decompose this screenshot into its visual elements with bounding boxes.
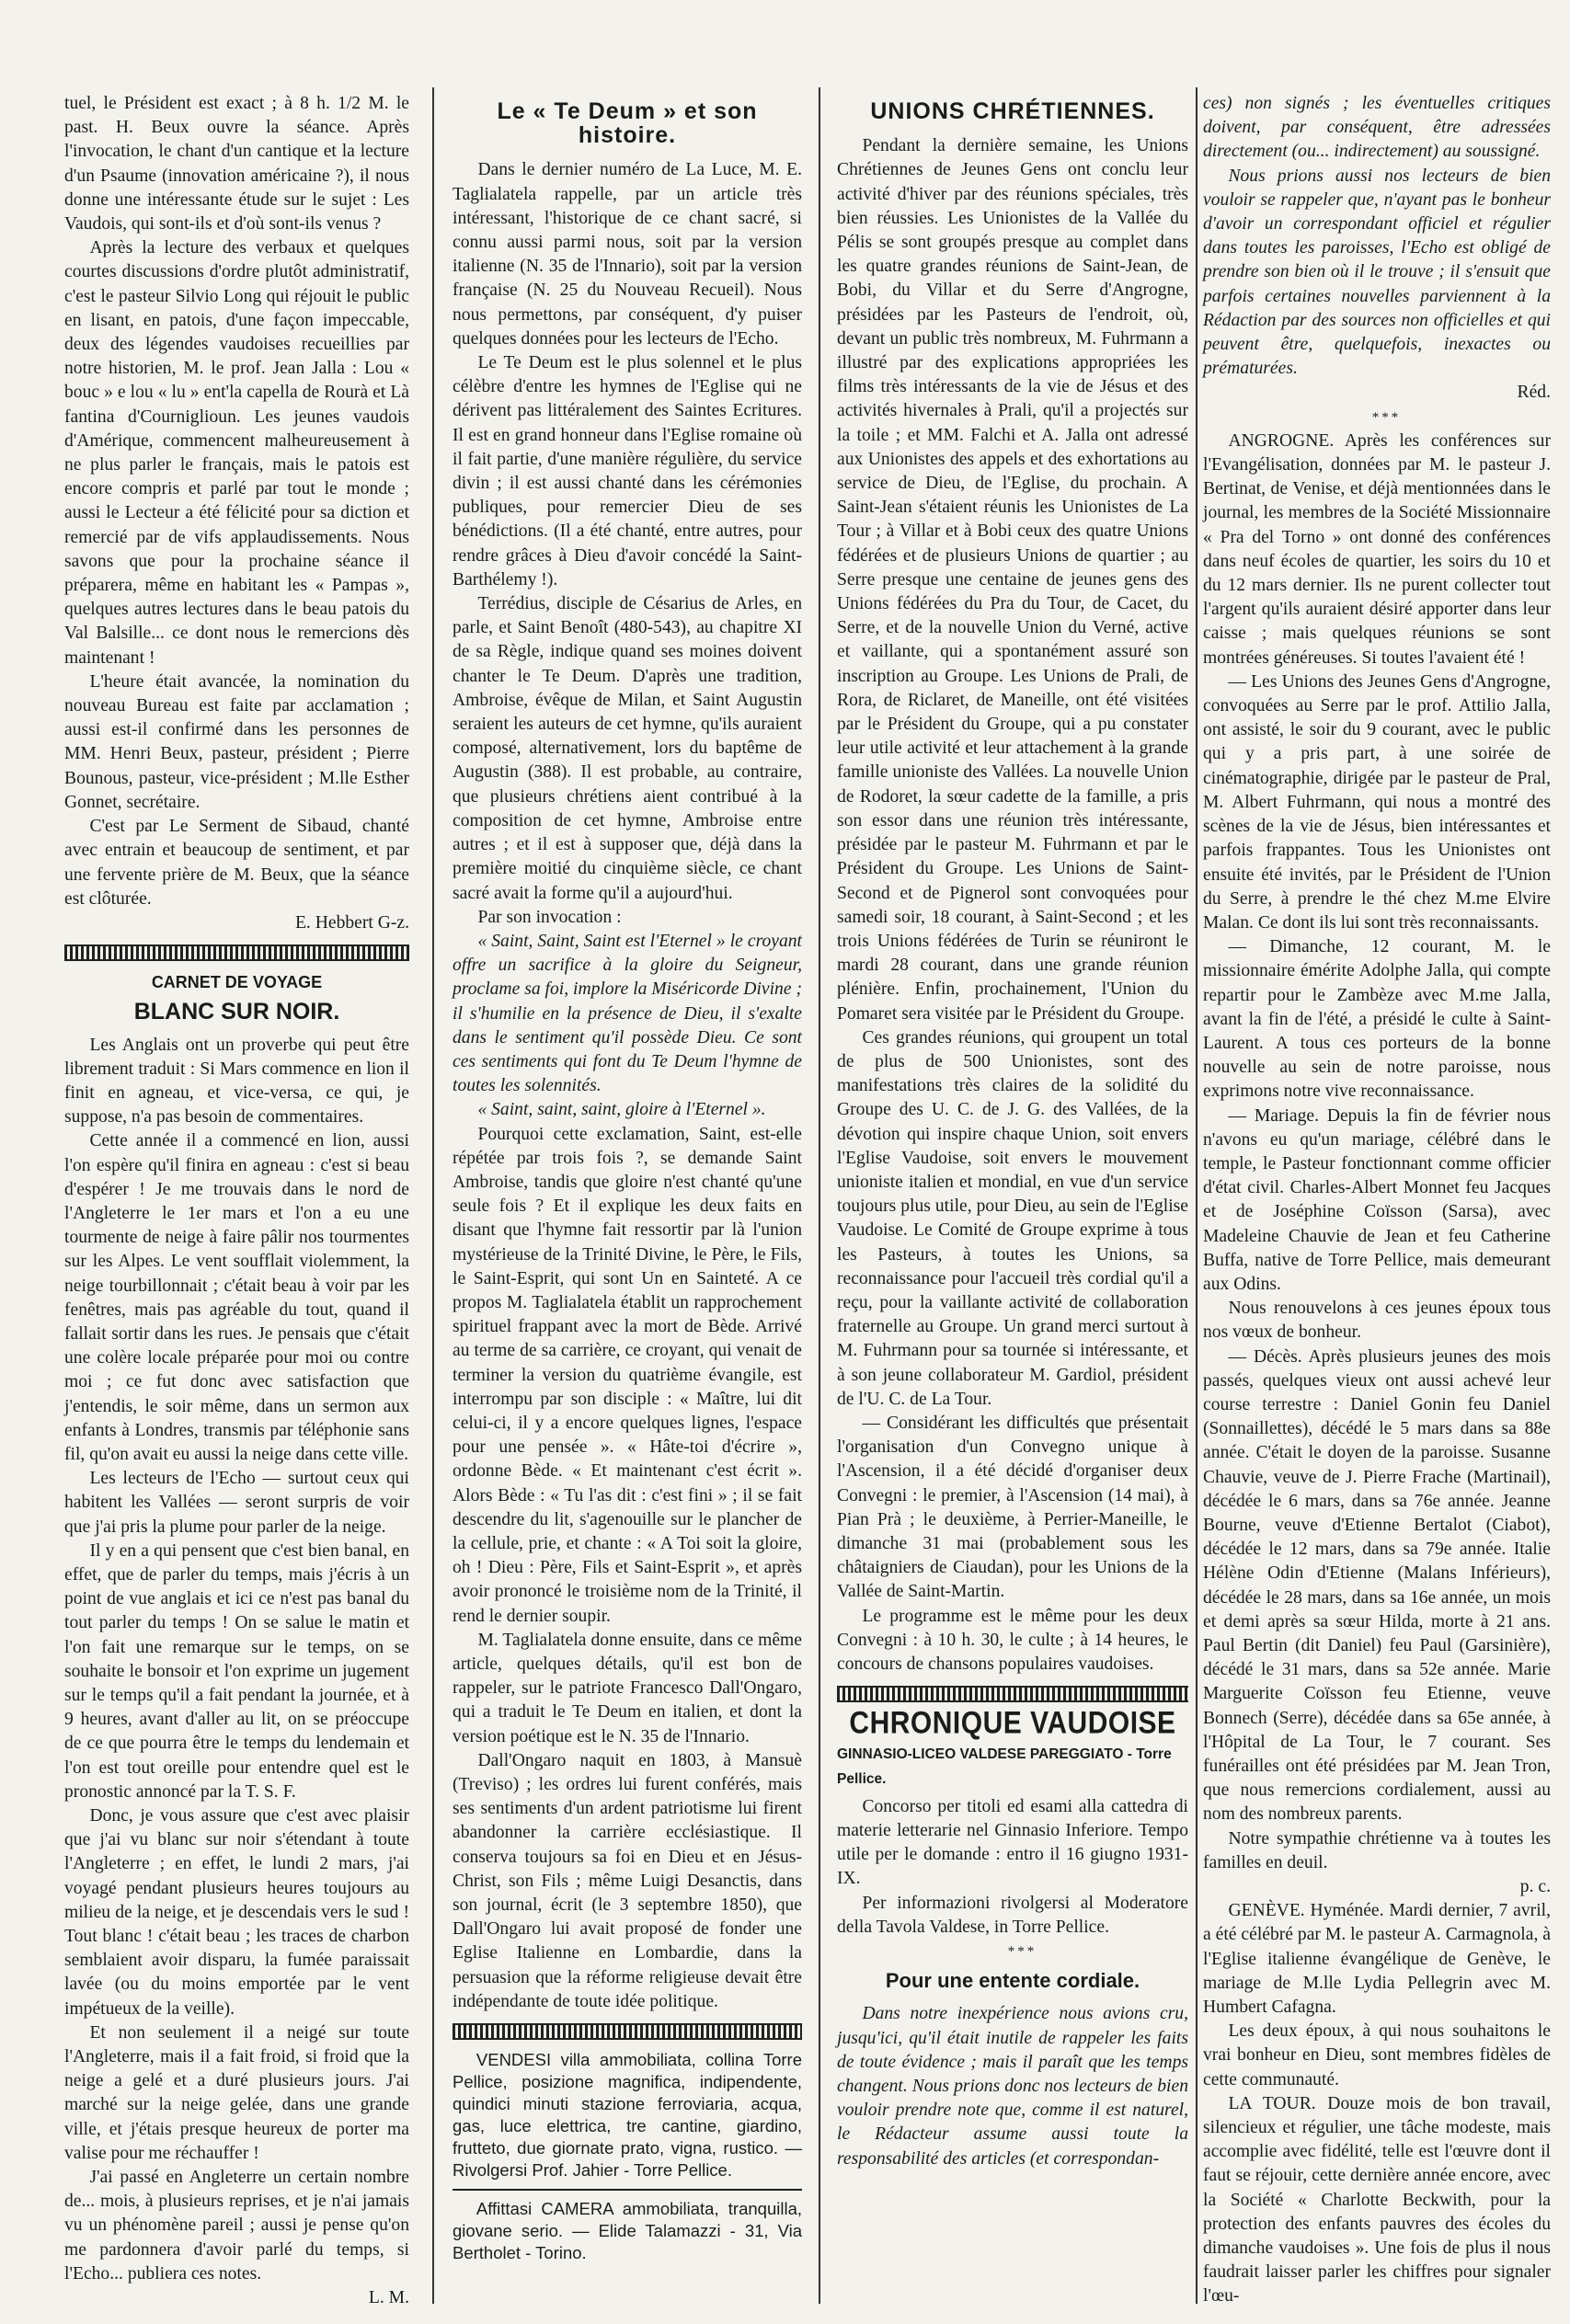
- signature: Réd.: [1517, 383, 1551, 403]
- article-paragraph: Le Te Deum est le plus solennel et le plus célèbre d'entre les hymnes de l'Eglise qui ne dérivent pas littéralement des Saintes Ecritures. Il est en grand honneur dans l'Eglise romaine où il fait partie, d'une manière régulière, du service divin ; il est aussi chanté dans les cérémonies publiques, pour remercier Dieu de ses bénédictions. (Il a été chanté, entre autres, pour rendre grâces à Dieu d'avoir concédé la Saint-Barthélemy !).: [453, 353, 802, 590]
- news-paragraph: GENÈVE. Hyménée. Mardi dernier, 7 avril, a été célébré par M. le pasteur A. Carmagnola, à l'Eglise italienne évangélique de Genève, le mariage de M.lle Lydia Pellegrin avec M. Humbert Cafagna.: [1203, 1901, 1551, 2018]
- article-paragraph: C'est par Le Serment de Sibaud, chanté avec entrain et beaucoup de sentiment, et par une fervente prière de M. Beux, que la séance est clôturée.: [64, 817, 409, 909]
- column-1: [64, 92, 409, 2310]
- article-paragraph: Dans notre inexpérience nous avions cru, jusqu'ici, qu'il était inutile de rappeler les faits de toute évidence ; mais il paraît que les temps changent. Nous prions donc nos lecteurs de bien vouloir prendre note que, comme il est naturel, le Rédacteur assume aussi toute la responsabilité des articles (et correspondan-: [837, 2004, 1188, 2169]
- stars-divider: ***: [1371, 409, 1402, 425]
- news-paragraph: ANGROGNE. Après les conférences sur l'Evangélisation, données par M. le pasteur J. Bertinat, de Venise, et déjà mentionnées dans le journal, les membres de la Société Missionnaire « Pra del Torno » ont donné des conférences dans neuf écoles de quartier, les soirs du 10 et du 12 mars dernier. Ils ne purent collecter tout l'argent qu'ils auraient désiré apporter dans leur caisse ; mais quelques réunions se sont montrées généreuses. Si toutes l'avaient été !: [1203, 430, 1551, 668]
- news-paragraph: Les deux époux, à qui nous souhaitons le vrai bonheur en Dieu, sont membres fidèles de cette communauté.: [1203, 2021, 1551, 2089]
- signature: L. M.: [368, 2288, 409, 2308]
- article-title: Pour une entente cordiale.: [885, 1969, 1140, 1993]
- column-rule-3: [1196, 87, 1198, 2304]
- article-paragraph: — Considérant les difficultés que présentait l'organisation d'un Convegno unique à l'Ascension, il a été décidé d'organiser deux Convegni : le premier, à l'Ascension (14 mai), à Pian Prà ; le deuxième, à Perrier-Maneille, le dimanche 31 mai (probablement sous les châtaigniers de Ciaudan), pour les Unions de la Vallée de Saint-Martin.: [837, 1413, 1188, 1602]
- article-paragraph: Par son invocation :: [477, 907, 622, 927]
- article-paragraph: Dans le dernier numéro de La Luce, M. E. Taglialatela rappelle, par un article très intéressant, l'historique de ce chant sacré, si connu aussi parmi nous, soit par la version italienne (N. 35 de l'Innario), soit par la version française (N. 25 du Nouveau Recueil). Nous nous permettons, par conséquent, d'y puiser quelques données pour les lecteurs de l'Echo.: [453, 160, 802, 349]
- article-paragraph: Dall'Ongaro naquit en 1803, à Mansuè (Treviso) ; les ordres lui furent conférés, mais ses sentiments d'un ardent patriotisme lui firent abandonner la carrière ecclésiastique. Il conserva toujours sa foi en Dieu et en Jésus-Christ, son Fils ; même Luigi Desanctis, dans son journal, écrit (le 3 septembre 1850), que Dall'Ongaro lui avait proposé de fonder une Eglise Italienne en Lombardie, dans la persuasion que la réforme religieuse devait être indépendante de toute idée politique.: [453, 1750, 802, 2011]
- article-paragraph: Il y en a qui pensent que c'est bien banal, en effet, que de parler du temps, mais j'écris à un point de vue anglais et ici ce n'est pas banal du tout parler du temps ! On se salue le matin et l'on fait une remarque sur le temps, on se souhaite le bonsoir et l'on exprime un jugement sur le temps qu'il a fait pendant la journée, et à 9 heures, avant d'aller au lit, on se préoccupe de ce que pourra être le temps du lendemain et l'on est tout oreille pour entendre quel est le pronostic annoncé par la T. S. F.: [64, 1540, 409, 1802]
- stars-divider: ***: [1007, 1944, 1037, 1960]
- article-paragraph: Concorso per titoli ed esami alla cattedra di materie letterarie nel Ginnasio Inferiore. Tempo utile per le domande : entro il 16 giugno 1931-IX.: [837, 1796, 1188, 1889]
- article-paragraph: Ces grandes réunions, qui groupent un total de plus de 500 Unionistes, sont des manifestations très claires de la solidité du Groupe des U. C. de J. G. des Vallées, de la dévotion qui inspire chaque Union, soit envers l'Eglise Vaudoise, soit envers le mouvement unioniste italien et mondial, en vue d'un service toujours plus utile, pour Dieu, au sein de l'Eglise Vaudoise. Le Comité de Groupe exprime à tous les Pasteurs, à toutes les Unions, sa reconnaissance pour l'accueil très cordial qu'il a reçu, pour la vaillante activité de collaboration fraternelle au Groupe. Un grand merci surtout à M. Fuhrmann pour sa tournée si intéressante, et à son jeune collaborateur M. Gardiol, président de l'U. C. de La Tour.: [837, 1027, 1188, 1409]
- article-paragraph: J'ai passé en Angleterre un certain nombre de... mois, à plusieurs reprises, et je n'ai jamais vu un phénomène pareil ; aussi je pense qu'on me pardonnera d'avoir parlé du temps, si l'Echo... publiera ces notes.: [64, 2168, 409, 2284]
- news-paragraph: Notre sympathie chrétienne va à toutes les familles en deuil.: [1203, 1828, 1551, 1872]
- classified-ad: Affittasi CAMERA ammobiliata, tranquilla, giovane serio. — Elide Talamazzi - 31, Via Bertholet - Torino.: [453, 2199, 802, 2263]
- article-paragraph: Cette année il a commencé en lion, aussi l'on espère qu'il finira en agneau : c'est si beau d'espérer ! Je me trouvais dans le nord de l'Angleterre le 1er mars et l'on a eu une tourmente de neige à faire pâlir nos tourmentes sur les Alpes. Le vent soufflait violemment, la neige tourbillonnait ; c'était beau à voir par les fenêtres, mais pas agréable du tout, quand il fallait sortir dans les rues. Je pensais que c'était une colère locale préparée pour moi ou contre moi ; ce fut donc avec satisfaction que j'entendis, le soir même, dans un sermon aux enfants à Londres, transmis par téléphonie sans fil, qu'on avait eu aussi la neige dans cette ville.: [64, 1131, 409, 1464]
- article-paragraph: Nous prions aussi nos lecteurs de bien vouloir se rappeler que, n'ayant pas le bonheur d'avoir un correspondant officiel et régulier dans toutes les paroisses, l'Echo est obligé de prendre son bien où il le trouve ; il s'ensuit que parfois certaines nouvelles parviennent à la Rédaction par des sources non officielles et qui peuvent être, quelquefois, inexactes ou prématurées.: [1203, 166, 1551, 379]
- article-paragraph: Et non seulement il a neigé sur toute l'Angleterre, mais il a fait froid, si froid que la neige a gelé et a duré plusieurs jours. J'ai marché sur la neige gelée, dans une grande ville, et j'étais presque heureux de porter ma valise pour me réchauffer !: [64, 2022, 409, 2163]
- news-paragraph: — Les Unions des Jeunes Gens d'Angrogne, convoquées au Serre par le prof. Attilio Jalla, ont assisté, le soir du 9 courant, avec le public qui y a pris part, à une soirée de cinématographie, dirigée par le pasteur de Pral, M. Albert Fuhrmann, qui nous a montré des scènes de la vie de Jésus, bien intéressantes et parfois frappantes. Tous les Unionistes ont ensuite été invités, par le Président de l'Union du Serre, à prendre le thé chez M.me Elvire Malan. Ce dont ils lui sont très reconnaissants.: [1203, 671, 1551, 933]
- article-title: BLANC SUR NOIR.: [133, 999, 340, 1025]
- article-paragraph: ces) non signés ; les éventuelles critiques doivent, par conséquent, être adressées directement (ou... indirectement) au soussigné.: [1203, 94, 1551, 162]
- news-paragraph: LA TOUR. Douze mois de bon travail, silencieux et régulier, une tâche modeste, mais accomplie avec fidélité, telle est l'œuvre dont il faut se réjouir, cette dernière année encore, avec la Société « Charlotte Beckwith, pour la protection des enfants pauvres des écoles du dimanche vaudoises ». Une fois de plus il nous faudrait laisser parler les chiffres pour signaler l'œu-: [1203, 2093, 1551, 2307]
- ad-divider: [453, 2189, 802, 2191]
- article-paragraph: Les lecteurs de l'Echo — surtout ceux qui habitent les Vallées — seront surpris de voir que j'ai pris la plume pour parler de la neige.: [64, 1469, 409, 1537]
- ornament-divider: [64, 944, 409, 961]
- classified-ad: VENDESI villa ammobiliata, collina Torre Pellice, posizione magnifica, indipendente, quindici minuti stazione ferroviaria, acqua, gas, luce elettrica, tre cantine, giardino, frutteto, due giornate prato, vigna, rustico. — Rivolgersi Prof. Jahier - Torre Pellice.: [453, 2050, 802, 2181]
- notice-heading: GINNASIO-LICEO VALDESE PAREGGIATO - Torre Pellice.: [837, 1746, 1172, 1787]
- article-paragraph: Pendant la dernière semaine, les Unions Chrétiennes de Jeunes Gens ont conclu leur activité d'hiver par des réunions spéciales, très bien réussies. Les Unionistes de la Vallée du Pélis se sont groupés presque au complet dans les quatre grandes réunions de Saint-Jean, de Bobi, du Villar et du Serre d'Angrogne, présidées par les Pasteurs de l'endroit, où, devant un public très nombreux, M. Fuhrmann a illustré par des explications appropriées les films très intéressants de la vie de Jésus et des activités hivernales à Prali, qu'il a projectés sur la toile ; et MM. Falchi et A. Jalla ont adressé aux Unionistes des appels et des exhortations au service de Dieu, de l'Eglise, du prochain. A Saint-Jean s'étaient réunis les Unionistes de La Tour ; à Villar et à Bobi ceux des quatre Unions fédérées et de plusieurs Unions de quartier ; au Serre presque une centaine de jeunes gens des Unions fédérées du Pra du Tour, de Cacet, du Serre, et de la nouvelle Union du Verné, active et vaillante, qui a spontanément assuré son inscription au Groupe. Les Unions de Prali, de Rora, de Riclaret, de Maneille, ont été visitées par le Président du Groupe, qui a pu constater leur utile activité et leur attachement à la grande famille unioniste des Vallées. La nouvelle Union de Rodoret, la sœur cadette de la famille, a pris son essor dans une réunion très intéressante, présidée par le pasteur M. Fuhrmann et par le Président du Groupe. Les Unions de Saint-Second et de Pignerol sont convoquées pour samedi soir, 18 courant, à Saint-Second ; et les trois Unions fédérées de Turin se réuniront le mardi 28 courant, dans une grande réunion plénière. Enfin, prochainement, l'Union du Pomaret sera visitée par le Président du Groupe.: [837, 136, 1188, 1024]
- article-paragraph: Les Anglais ont un proverbe qui peut être librement traduit : Si Mars commence en lion il finit en agneau, et vice-versa, ce qui, je suppose, n'a pas besoin de commentaires.: [64, 1035, 409, 1128]
- news-paragraph: — Dimanche, 12 courant, M. le missionnaire émérite Adolphe Jalla, qui compte repartir pour le Zambèze avec M.me Jalla, avant la fin de l'été, a présidé le culte à Saint-Laurent. A tous ces porteurs de la bonne nouvelle au sein de notre paroisse, nous exprimons notre vive reconnaissance.: [1203, 937, 1551, 1102]
- article-paragraph: Terrédius, disciple de Césarius de Arles, en parle, et Saint Benoît (480-543), au chapitre XI de sa Règle, indique quand ses moines doivent chanter le Te Deum. D'après une tradition, Ambroise, évêque de Milan, et Saint Augustin seraient les auteurs de cet hymne, qu'ils auraient composé, alternativement, lors du baptême de Augustin (388). Il est probable, au contraire, que plusieurs chrétiens aient contribué à la composition de cet hymne, Ambroise entre autres ; et il est à supposer que, déjà dans la première moitié du cinquième siècle, ce chant sacré avait la forme qu'il a aujourd'hui.: [453, 594, 802, 903]
- article-paragraph: M. Taglialatela donne ensuite, dans ce même article, quelques détails, qu'il est bon de rappeler, sur le patriote Francesco Dall'Ongaro, qui a traduit le Te Deum en italien, et dont la version poétique est le N. 35 de l'Innario.: [453, 1630, 802, 1746]
- article-paragraph: L'heure était avancée, la nomination du nouveau Bureau est faite par acclamation ; aussi est-il confirmé dans les personnes de MM. Henri Beux, pasteur, président ; Pierre Bounous, pasteur, vice-président ; M.lle Esther Gonnet, secrétaire.: [64, 671, 409, 812]
- article-paragraph: Après la lecture des verbaux et quelques courtes discussions d'ordre plutôt administratif, c'est le pasteur Silvio Long qui réjouit le public en lisant, en patois, d'une façon impeccable, deux des légendes vaudoises recueillies par notre historien, M. le prof. Jean Jalla : Lou « bouc » e lou « lu » ent'la capella de Rourà et Là fantina d'Courniglioun. Les jeunes vaudois d'Amérique, commencent malheureusement à ne plus parler le français, mais le patois est encore compris et parlé par tout le monde ; aussi le Lecteur a été félicité pour sa diction et remercié par de vifs applaudissements. Nous savons que pour la prochaine séance il préparera, même en habitant les « Pampas », quelques autres lectures dans le beau patois du Val Balsille... ce dont nous le remercions dès maintenant !: [64, 238, 409, 668]
- ornament-divider: [837, 1686, 1188, 1702]
- news-paragraph: Nous renouvelons à ces jeunes époux tous nos vœux de bonheur.: [1203, 1299, 1551, 1343]
- signature: p. c.: [1519, 1877, 1551, 1897]
- section-title: CHRONIQUE VAUDOISE: [849, 1705, 1176, 1741]
- article-paragraph: tuel, le Président est exact ; à 8 h. 1/2 M. le past. H. Beux ouvre la séance. Après l'invocation, le chant d'un cantique et la lecture d'un Psaume (innovation américaine ?), il nous donne une intéressante étude sur le sujet : Les Vaudois, qui sont-ils et d'où sont-ils venus ?: [64, 94, 409, 235]
- column-2: [453, 92, 802, 2264]
- news-paragraph: — Décès. Après plusieurs jeunes des mois passés, quelques vieux ont aussi achevé leur course terrestre : Daniel Gonin feu Daniel (Sonnaillettes), décédé le 5 mars dans sa 88e année. C'était le doyen de la paroisse. Susanne Chauvie, veuve de J. Pierre Frache (Martinail), décédée le 6 mars, dans sa 76e année. Jeanne Bourne, veuve d'Etienne Bertalot (Ciabot), décédée le 12 mars, dans sa 79e année. Italie Hélène Odin d'Etienne (Malans Inférieurs), décédée le 28 mars, dans sa 16e année, un mois et demi après sa sœur Hilda, morte à 21 ans. Paul Bertin (dit Daniel) feu Paul (Garsinière), décédé le 31 mars, dans sa 52e année. Marie Marguerite Coïsson feu Etienne, veuve Bonnech (Serre), décédée dans sa 65e année, à l'Hôpital de La Tour, le 7 courant. Ses funérailles ont été présidées par M. Jean Tron, que nous remercions cordialement, aussi au nom des nombreux parents.: [1203, 1346, 1551, 1825]
- column-rule-2: [819, 87, 820, 2304]
- article-paragraph: « Saint, saint, saint, gloire à l'Eternel ».: [477, 1100, 766, 1120]
- column-3: [837, 92, 1188, 2171]
- article-title: UNIONS CHRÉTIENNES.: [870, 98, 1155, 124]
- article-paragraph: Le programme est le même pour les deux Convegni : à 10 h. 30, le culte ; à 14 heures, le concours de chansons populaires vaudoises.: [837, 1606, 1188, 1674]
- article-paragraph: « Saint, Saint, Saint est l'Eternel » le croyant offre un sacrifice à la gloire du Seigneur, proclame sa foi, implore la Miséricorde Divine ; il s'humilie en la présence de Dieu, il s'exalte dans le sentiment qu'il possède Dieu. Ce sont ces sentiments qui font du Te Deum l'hymne de toutes les solennités.: [453, 931, 802, 1096]
- article-paragraph: Pourquoi cette exclamation, Saint, est-elle répétée par trois fois ?, se demande Saint Ambroise, tandis que gloire n'est chanté qu'une seule fois ? Et il explique les deux faits en disant que l'hymne fait ressortir par là l'union mystérieuse de la Trinité Divine, le Père, le Fils, le Saint-Esprit, qui sont Un en Sainteté. A ce propos M. Taglialatela établit un rapprochement spirituel frappant avec la mort de Bède. Arrivé au terme de sa carrière, ce croyant, qui venait de terminer la version du quatrième évangile, est interrompu par son disciple : « Maître, lui dit celui-ci, il y a encore quelques lignes, l'espace pour une pensée ». « Hâte-toi d'écrire », ordonne Bède. « Et maintenant c'est écrit ». Alors Bède : « Tu l'as dit : c'est fini » ; il se fait descendre du lit, s'agenouille sur le plancher de la cellule, prie, et chante : « A Toi soit la gloire, oh ! Dieu : Père, Fils et Saint-Esprit », et après avoir prononcé le troisième nom de la Trinité, il rend le dernier soupir.: [453, 1124, 802, 1626]
- column-rule-1: [432, 87, 434, 2304]
- signature: E. Hebbert G-z.: [294, 912, 409, 933]
- section-kicker: CARNET DE VOYAGE: [151, 973, 323, 992]
- article-paragraph: Donc, je vous assure que c'est avec plaisir que j'ai vu blanc sur noir s'étendant à toute l'Angleterre ; en effet, le lundi 2 mars, j'ai voyagé pendant plusieurs heures toujours au milieu de la neige, et je descendais vers le sud ! Tout blanc ! c'était beau ; les traces de charbon semblaient avoir disparu, la fumée paraissait lavée (ou du moins emportée par le vent impétueux de la veille).: [64, 1806, 409, 2019]
- article-title: Le « Te Deum » et son histoire.: [497, 98, 758, 149]
- article-paragraph: Per informazioni rivolgersi al Moderatore della Tavola Valdese, in Torre Pellice.: [837, 1893, 1188, 1937]
- ornament-divider: [453, 2023, 802, 2040]
- news-paragraph: — Mariage. Depuis la fin de février nous n'avons eu qu'un mariage, célébré dans le temple, le Pasteur fonctionnant comme officier d'état civil. Charles-Albert Monnet feu Jacques et de Joséphine Coïsson (Sarsa), avec Madeleine Chauvie de Jean et feu Catherine Buffa, native de Torre Pellice, mais demeurant aux Odins.: [1203, 1105, 1551, 1294]
- column-4: [1203, 92, 1551, 2309]
